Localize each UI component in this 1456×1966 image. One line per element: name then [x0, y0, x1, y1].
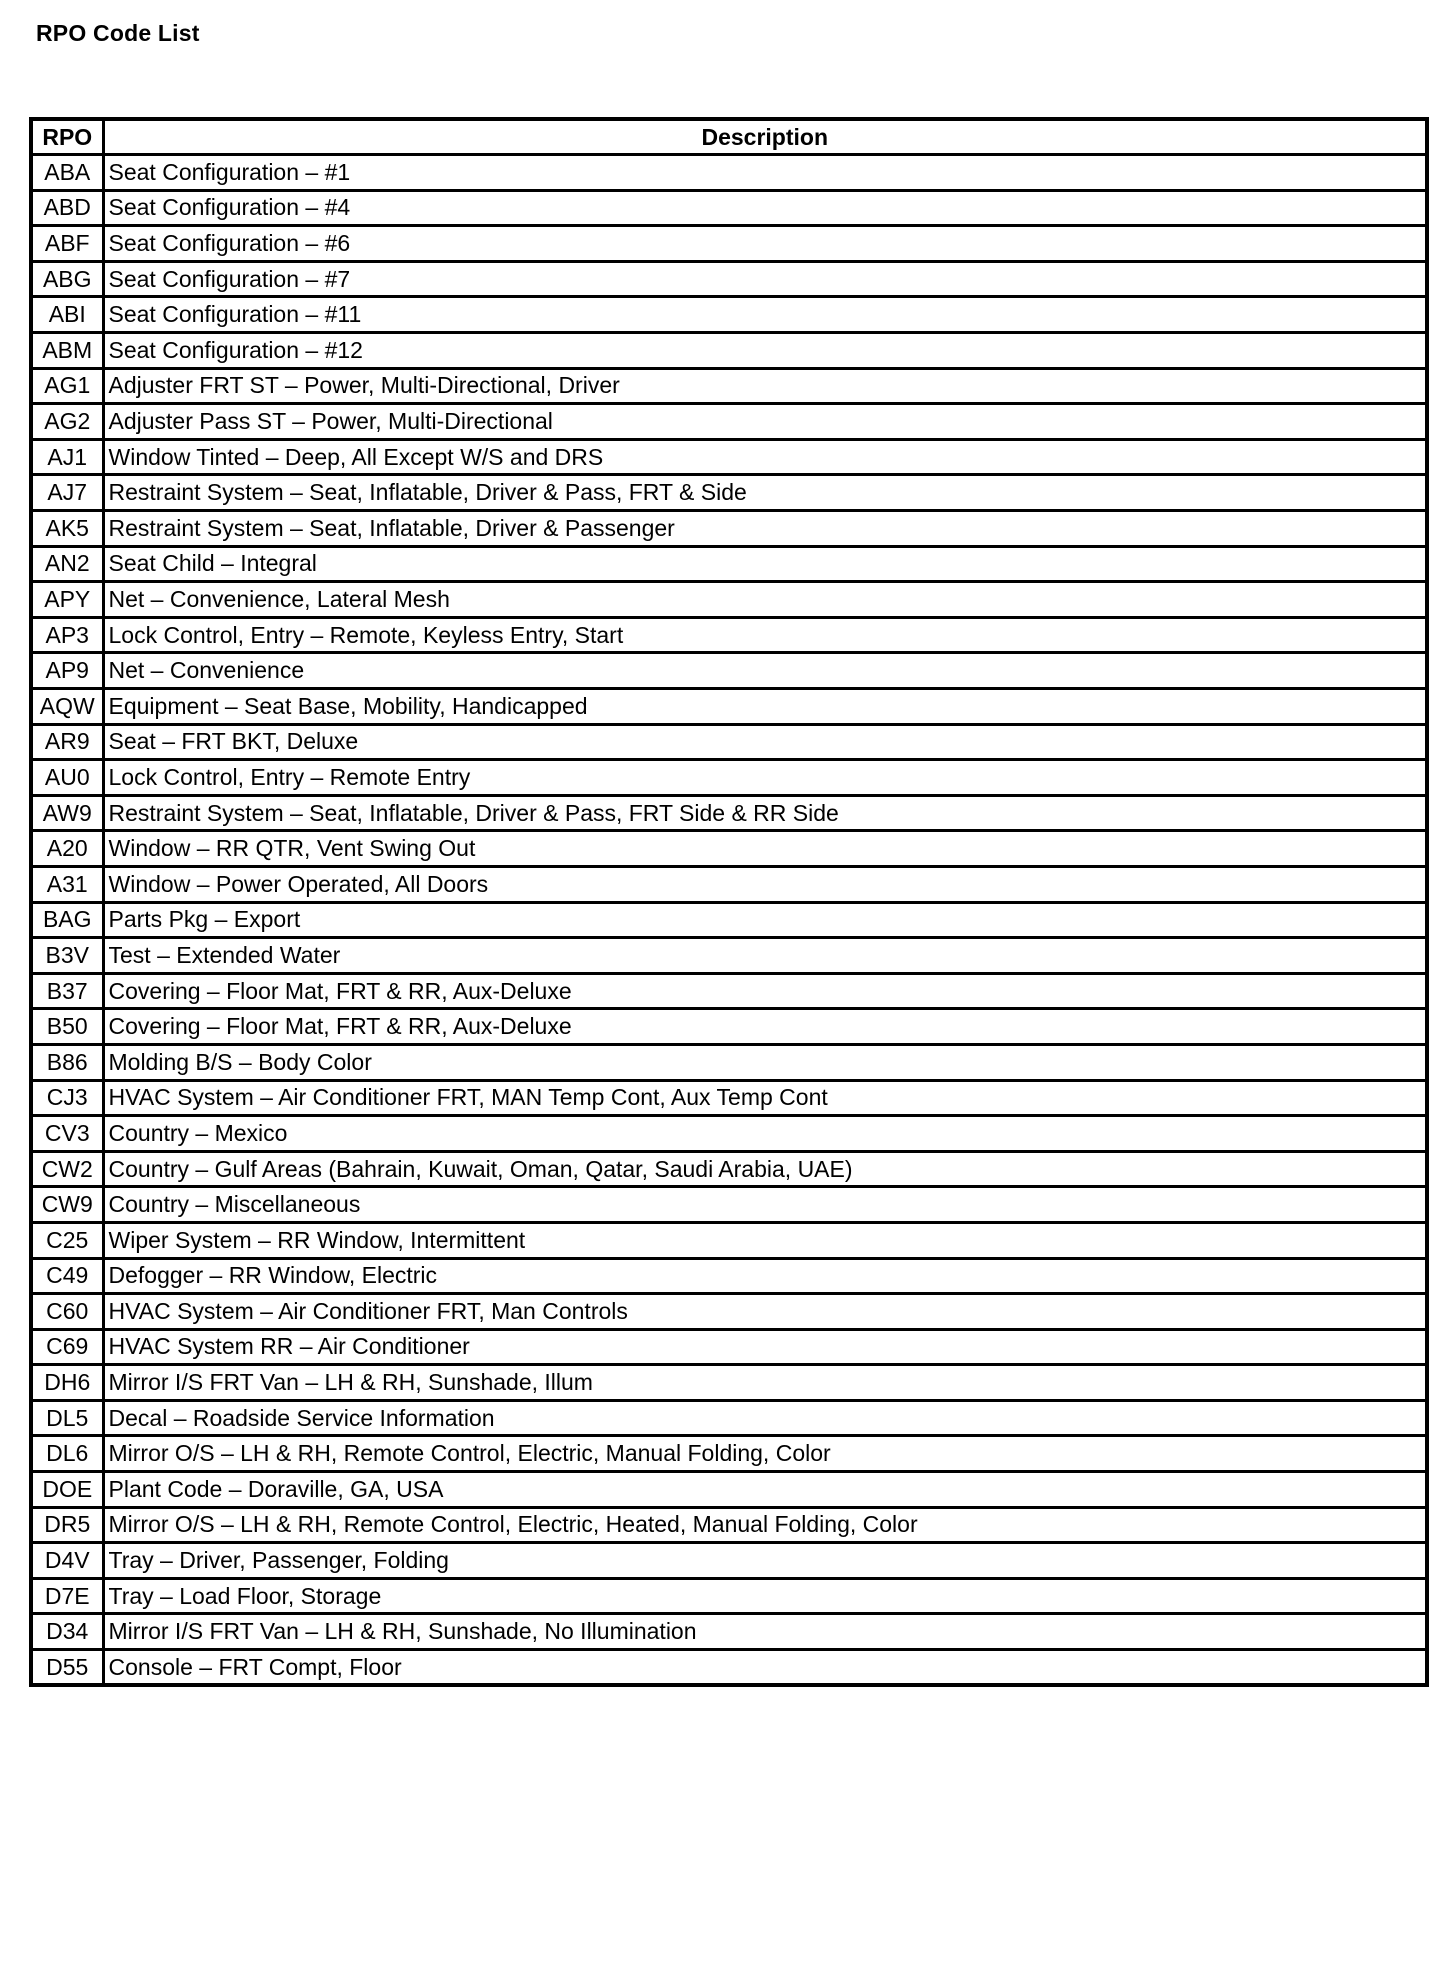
table-row	[31, 1436, 1427, 1472]
rpo-code-cell: AU0	[31, 760, 103, 796]
rpo-code-cell: ABI	[31, 297, 103, 333]
rpo-code-cell: C69	[31, 1329, 103, 1365]
table-header-row	[31, 119, 1427, 155]
description-cell: Seat Configuration – #11	[103, 297, 1427, 333]
rpo-code-cell: B50	[31, 1009, 103, 1045]
table-row	[31, 653, 1427, 689]
rpo-code-cell: DR5	[31, 1507, 103, 1543]
table-row	[31, 546, 1427, 582]
table-row	[31, 1187, 1427, 1223]
description-cell: Covering – Floor Mat, FRT & RR, Aux-Deluxe	[103, 1009, 1427, 1045]
description-cell: Country – Miscellaneous	[103, 1187, 1427, 1223]
table-row	[31, 297, 1427, 333]
table-row	[31, 582, 1427, 618]
rpo-code-cell: D55	[31, 1650, 103, 1686]
rpo-code-cell: AG2	[31, 404, 103, 440]
table-row	[31, 190, 1427, 226]
description-cell: Mirror I/S FRT Van – LH & RH, Sunshade, Illum	[103, 1365, 1427, 1401]
description-cell: Molding B/S – Body Color	[103, 1044, 1427, 1080]
rpo-code-cell: B37	[31, 973, 103, 1009]
table-row	[31, 973, 1427, 1009]
description-cell: Net – Convenience	[103, 653, 1427, 689]
description-cell: HVAC System – Air Conditioner FRT, Man Controls	[103, 1294, 1427, 1330]
rpo-code-cell: C60	[31, 1294, 103, 1330]
table-row	[31, 1080, 1427, 1116]
description-cell: Equipment – Seat Base, Mobility, Handicapped	[103, 689, 1427, 725]
table-row	[31, 1222, 1427, 1258]
rpo-code-cell: AR9	[31, 724, 103, 760]
description-cell: Window – RR QTR, Vent Swing Out	[103, 831, 1427, 867]
description-cell: Tray – Load Floor, Storage	[103, 1578, 1427, 1614]
description-cell: Country – Gulf Areas (Bahrain, Kuwait, Oman, Qatar, Saudi Arabia, UAE)	[103, 1151, 1427, 1187]
description-cell: Mirror O/S – LH & RH, Remote Control, Electric, Manual Folding, Color	[103, 1436, 1427, 1472]
rpo-code-cell: C25	[31, 1222, 103, 1258]
table-row	[31, 866, 1427, 902]
table-row	[31, 404, 1427, 440]
table-row	[31, 1400, 1427, 1436]
description-cell: Seat Configuration – #4	[103, 190, 1427, 226]
description-cell: Adjuster FRT ST – Power, Multi-Directional, Driver	[103, 368, 1427, 404]
description-cell: Net – Convenience, Lateral Mesh	[103, 582, 1427, 618]
description-cell: Wiper System – RR Window, Intermittent	[103, 1222, 1427, 1258]
description-cell: Decal – Roadside Service Information	[103, 1400, 1427, 1436]
table-row	[31, 511, 1427, 547]
table-row	[31, 1507, 1427, 1543]
table-row	[31, 1151, 1427, 1187]
description-cell: Lock Control, Entry – Remote, Keyless Entry, Start	[103, 617, 1427, 653]
rpo-code-cell: AJ7	[31, 475, 103, 511]
table-row	[31, 261, 1427, 297]
rpo-code-table	[29, 117, 1429, 1687]
table-row	[31, 760, 1427, 796]
table-row	[31, 1472, 1427, 1508]
table-row	[31, 1614, 1427, 1650]
table-row	[31, 155, 1427, 191]
rpo-code-cell: D4V	[31, 1543, 103, 1579]
table-row	[31, 439, 1427, 475]
table-row	[31, 1543, 1427, 1579]
description-cell: Seat – FRT BKT, Deluxe	[103, 724, 1427, 760]
rpo-code-cell: AG1	[31, 368, 103, 404]
rpo-code-cell: AW9	[31, 795, 103, 831]
rpo-code-cell: CW9	[31, 1187, 103, 1223]
rpo-code-cell: DL6	[31, 1436, 103, 1472]
rpo-code-cell: CW2	[31, 1151, 103, 1187]
description-cell: Plant Code – Doraville, GA, USA	[103, 1472, 1427, 1508]
table-row	[31, 795, 1427, 831]
rpo-code-cell: ABM	[31, 333, 103, 369]
description-cell: Tray – Driver, Passenger, Folding	[103, 1543, 1427, 1579]
rpo-code-cell: DL5	[31, 1400, 103, 1436]
description-cell: HVAC System RR – Air Conditioner	[103, 1329, 1427, 1365]
rpo-code-cell: B3V	[31, 938, 103, 974]
table-row	[31, 724, 1427, 760]
table-row	[31, 475, 1427, 511]
description-cell: Restraint System – Seat, Inflatable, Driver & Passenger	[103, 511, 1427, 547]
rpo-code-cell: C49	[31, 1258, 103, 1294]
table-row	[31, 1009, 1427, 1045]
column-header-rpo: RPO	[31, 119, 103, 155]
table-row	[31, 938, 1427, 974]
table-row	[31, 1650, 1427, 1686]
rpo-code-cell: D34	[31, 1614, 103, 1650]
rpo-code-cell: BAG	[31, 902, 103, 938]
rpo-code-cell: DOE	[31, 1472, 103, 1508]
description-cell: Defogger – RR Window, Electric	[103, 1258, 1427, 1294]
column-header-description: Description	[103, 119, 1427, 155]
table-row	[31, 333, 1427, 369]
description-cell: Seat Configuration – #12	[103, 333, 1427, 369]
rpo-code-cell: ABG	[31, 261, 103, 297]
description-cell: Restraint System – Seat, Inflatable, Driver & Pass, FRT & Side	[103, 475, 1427, 511]
rpo-code-cell: APY	[31, 582, 103, 618]
rpo-code-cell: A20	[31, 831, 103, 867]
description-cell: Window – Power Operated, All Doors	[103, 866, 1427, 902]
rpo-code-cell: ABF	[31, 226, 103, 262]
table-row	[31, 1329, 1427, 1365]
rpo-code-cell: CV3	[31, 1116, 103, 1152]
description-cell: Seat Configuration – #1	[103, 155, 1427, 191]
description-cell: HVAC System – Air Conditioner FRT, MAN Temp Cont, Aux Temp Cont	[103, 1080, 1427, 1116]
rpo-code-cell: AJ1	[31, 439, 103, 475]
description-cell: Mirror I/S FRT Van – LH & RH, Sunshade, No Illumination	[103, 1614, 1427, 1650]
description-cell: Seat Child – Integral	[103, 546, 1427, 582]
description-cell: Covering – Floor Mat, FRT & RR, Aux-Deluxe	[103, 973, 1427, 1009]
table-row	[31, 902, 1427, 938]
description-cell: Restraint System – Seat, Inflatable, Driver & Pass, FRT Side & RR Side	[103, 795, 1427, 831]
table-row	[31, 1258, 1427, 1294]
rpo-code-cell: AK5	[31, 511, 103, 547]
table-row	[31, 1044, 1427, 1080]
table-row	[31, 368, 1427, 404]
page-title: RPO Code List	[36, 20, 200, 46]
table-row	[31, 226, 1427, 262]
description-cell: Console – FRT Compt, Floor	[103, 1650, 1427, 1686]
description-cell: Adjuster Pass ST – Power, Multi-Directional	[103, 404, 1427, 440]
description-cell: Country – Mexico	[103, 1116, 1427, 1152]
table-body	[31, 155, 1427, 1686]
description-cell: Parts Pkg – Export	[103, 902, 1427, 938]
table-row	[31, 1365, 1427, 1401]
rpo-code-cell: D7E	[31, 1578, 103, 1614]
table-row	[31, 1578, 1427, 1614]
table-row	[31, 1294, 1427, 1330]
rpo-code-cell: ABA	[31, 155, 103, 191]
table-row	[31, 831, 1427, 867]
description-cell: Lock Control, Entry – Remote Entry	[103, 760, 1427, 796]
rpo-code-cell: AP9	[31, 653, 103, 689]
description-cell: Test – Extended Water	[103, 938, 1427, 974]
rpo-code-cell: CJ3	[31, 1080, 103, 1116]
description-cell: Mirror O/S – LH & RH, Remote Control, Electric, Heated, Manual Folding, Color	[103, 1507, 1427, 1543]
description-cell: Seat Configuration – #7	[103, 261, 1427, 297]
rpo-code-cell: B86	[31, 1044, 103, 1080]
rpo-code-cell: A31	[31, 866, 103, 902]
rpo-code-cell: DH6	[31, 1365, 103, 1401]
rpo-code-cell: AP3	[31, 617, 103, 653]
table-row	[31, 617, 1427, 653]
table-row	[31, 1116, 1427, 1152]
rpo-code-cell: AN2	[31, 546, 103, 582]
rpo-code-cell: ABD	[31, 190, 103, 226]
table-row	[31, 689, 1427, 725]
description-cell: Seat Configuration – #6	[103, 226, 1427, 262]
description-cell: Window Tinted – Deep, All Except W/S and DRS	[103, 439, 1427, 475]
rpo-code-cell: AQW	[31, 689, 103, 725]
